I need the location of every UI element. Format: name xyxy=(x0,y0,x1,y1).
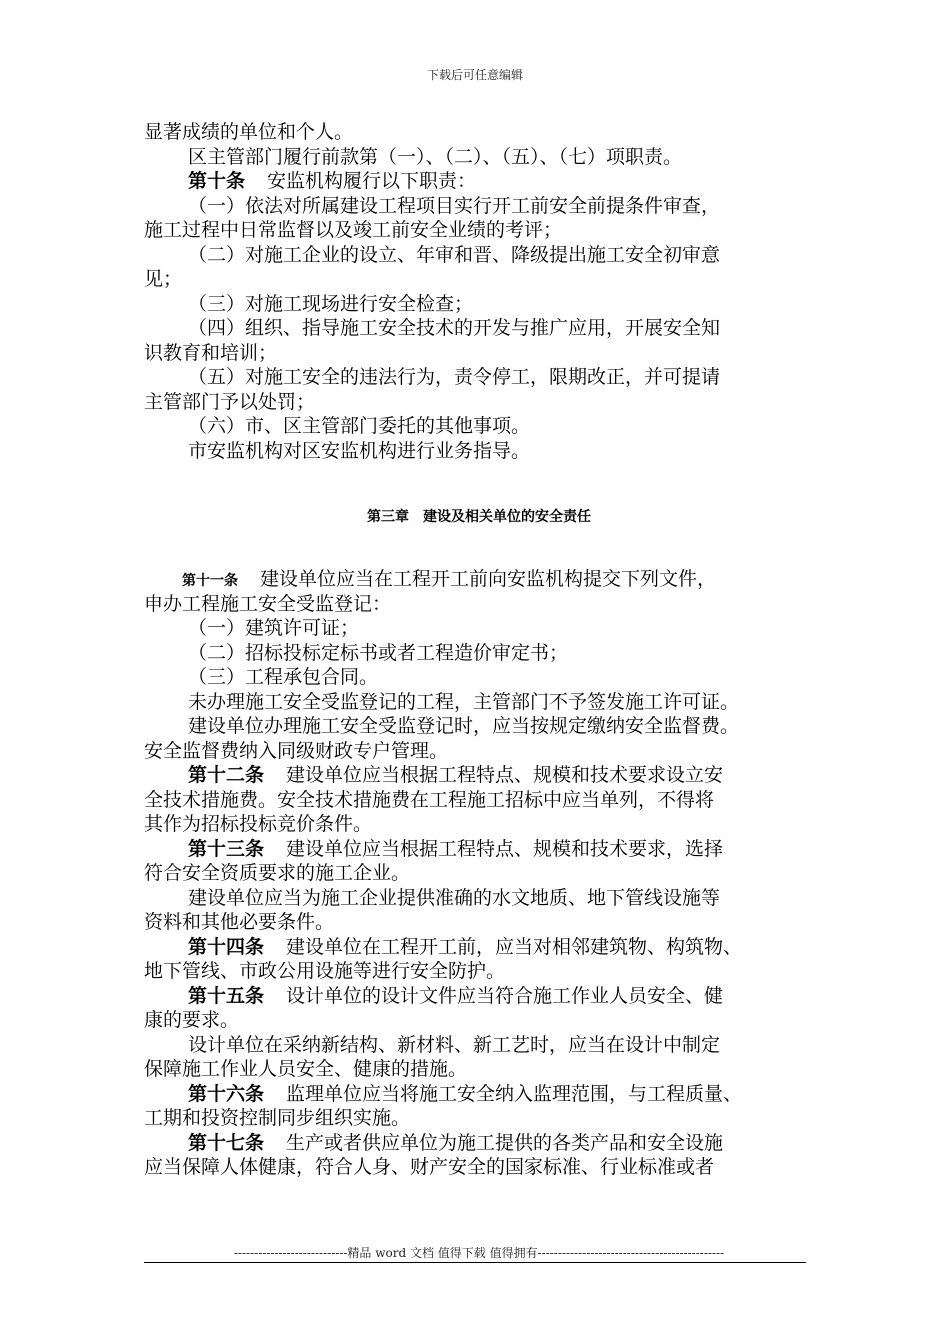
text-line: （六）市、区主管部门委托的其他事项。 xyxy=(188,415,531,437)
text-line: 资料和其他必要条件。 xyxy=(144,911,335,933)
text-line: 应当保障人体健康，符合人身、财产安全的国家标准、行业标准或者 xyxy=(144,1156,715,1178)
article-label: 第十七条 xyxy=(188,1131,265,1154)
text-line: 工期和投资控制同步组织实施。 xyxy=(144,1107,411,1129)
article-text: 生产或者供应单位为施工提供的各类产品和安全设施 xyxy=(286,1131,724,1154)
text-line: 其作为招标投标竞价条件。 xyxy=(144,813,373,835)
text-line: 区主管部门履行前款第（一）、（二）、（五）、（七）项职责。 xyxy=(188,145,683,168)
article-text: 建设单位在工程开工前，应当对相邻建筑物、构筑物、 xyxy=(286,935,743,958)
text-line: 地下管线、市政公用设施等进行安全防护。 xyxy=(144,960,506,982)
article-14 xyxy=(144,935,814,960)
text-line: （五）对施工安全的违法行为，责令停工，限期改正，并可提请 xyxy=(188,366,721,388)
article-label: 第十一条 xyxy=(182,573,238,589)
article-label: 第十二条 xyxy=(188,764,265,786)
article-15 xyxy=(144,984,814,1009)
text-line: 未办理施工安全受监登记的工程，主管部门不予签发施工许可证。 xyxy=(188,690,740,713)
article-text: 建设单位应当根据工程特点、规模和技术要求，选择 xyxy=(286,837,724,860)
article-17 xyxy=(144,1131,814,1156)
text-line: 显著成绩的单位和个人。 xyxy=(144,121,354,143)
text-line: 符合安全资质要求的施工企业。 xyxy=(144,862,411,884)
text-line: （一）建筑许可证； xyxy=(188,617,360,639)
text-line: （一）依法对所属建设工程项目实行开工前安全前提条件审查， xyxy=(188,194,721,217)
text-line: 施工过程中日常监督以及竣工前安全业绩的考评； xyxy=(144,219,563,241)
footer-divider xyxy=(144,1262,806,1263)
text-line: 主管部门予以处罚； xyxy=(144,390,316,413)
article-11 xyxy=(144,567,814,592)
chapter-title: 第三章 建设及相关单位的安全责任 xyxy=(367,509,591,525)
text-line: 申办工程施工安全受监登记： xyxy=(144,592,392,615)
text-line: 建设单位办理施工安全受监登记时，应当按规定缴纳安全监督费。 xyxy=(188,715,740,737)
text-line: 安全监督费纳入同级财政专户管理。 xyxy=(144,739,449,762)
article-text: 设计单位的设计文件应当符合施工作业人员安全、健 xyxy=(286,984,724,1007)
article-label: 第十三条 xyxy=(188,837,265,860)
text-line: （二）对施工企业的设立、年审和晋、降级提出施工安全初审意 xyxy=(188,243,721,266)
document-body xyxy=(144,120,814,1180)
text-line: 市安监机构对区安监机构进行业务指导。 xyxy=(188,439,531,462)
text-line: 见； xyxy=(144,268,183,290)
article-text: 安监机构履行以下职责： xyxy=(267,170,477,192)
article-text: 建设单位应当根据工程特点、规模和技术要求设立安 xyxy=(286,764,724,786)
text-line: 识教育和培训； xyxy=(144,341,278,364)
article-label: 第十条 xyxy=(188,170,246,192)
article-16 xyxy=(144,1082,814,1107)
text-line: 建设单位应当为施工企业提供准确的水文地质、地下管线设施等 xyxy=(188,886,721,909)
text-line: 康的要求。 xyxy=(144,1009,240,1031)
article-label: 第十五条 xyxy=(188,984,265,1007)
text-line: （二）招标投标定标书或者工程造价审定书； xyxy=(188,641,569,664)
text-line: （三）对施工现场进行安全检查； xyxy=(188,292,474,315)
page-footer-note: ----------------------------精品 word 文档 值得下载 值得拥有---------------------------------------------- xyxy=(233,1246,725,1260)
article-10 xyxy=(144,169,814,194)
article-12 xyxy=(144,763,814,788)
text-line: 保障施工作业人员安全、健康的措施。 xyxy=(144,1058,468,1080)
article-label: 第十四条 xyxy=(188,935,265,958)
article-text: 监理单位应当将施工安全纳入监理范围，与工程质量、 xyxy=(286,1082,743,1105)
text-line: 全技术措施费。安全技术措施费在工程施工招标中应当单列，不得将 xyxy=(144,788,715,811)
text-line: （四）组织、指导施工安全技术的开发与推广应用，开展安全知 xyxy=(188,317,721,339)
page-header-note: 下载后可任意编辑 xyxy=(426,68,523,82)
article-text: 建设单位应当在工程开工前向安监机构提交下列文件， xyxy=(260,568,717,590)
article-13 xyxy=(144,837,814,862)
text-line: 设计单位在采纳新结构、新材料、新工艺时，应当在设计中制定 xyxy=(188,1033,721,1056)
article-label: 第十六条 xyxy=(188,1082,265,1105)
text-line: （三）工程承包合同。 xyxy=(188,666,379,688)
